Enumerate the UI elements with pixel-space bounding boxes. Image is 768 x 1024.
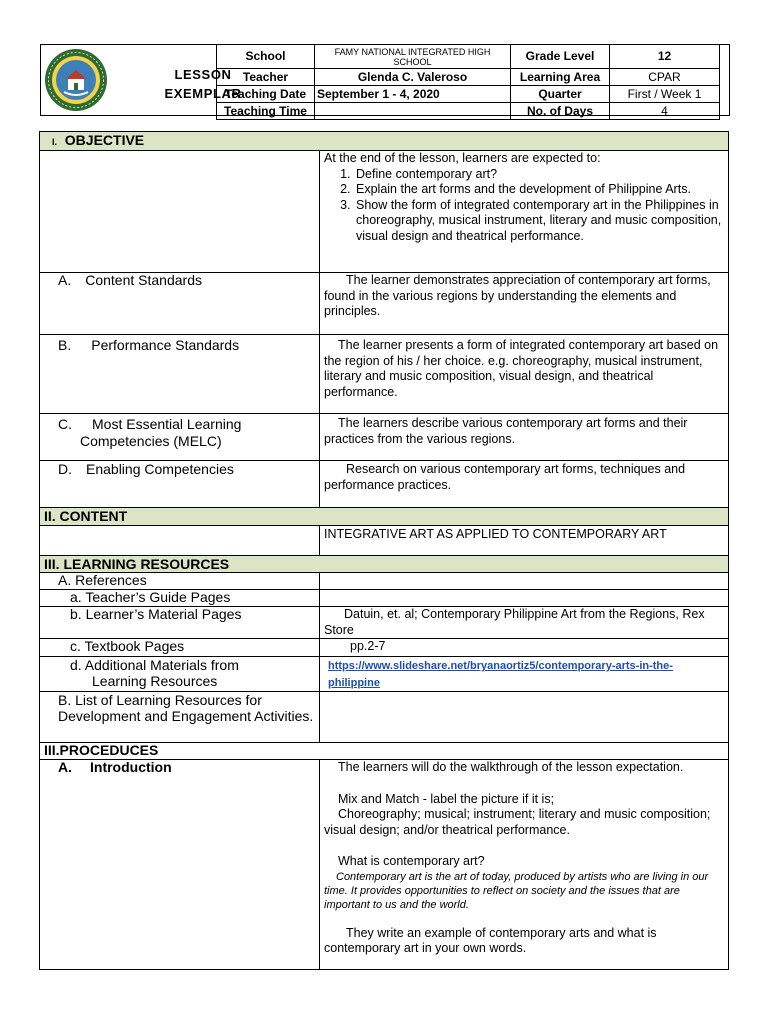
slideshare-link[interactable]: https://www.slideshare.net/bryanaortiz5/contemporary-arts-in-the-philippine [328, 660, 673, 689]
teaching-time-value [315, 103, 511, 120]
header-row-date [217, 86, 720, 103]
what-is-contemporary-art-question: What is contemporary art? [338, 854, 485, 868]
references-value [320, 573, 729, 590]
title-line-1: LESSON [174, 67, 232, 82]
enabling-competencies-label [40, 461, 320, 508]
objective-item: 2. Explain the art forms and the development of Philippine Arts. [354, 182, 724, 198]
grade-level-value: 12 [610, 45, 720, 69]
teaching-time-label: Teaching Time [217, 103, 315, 120]
art-forms-list-text: Choreography; musical; instrument; literary and music composition; visual design; and/or theatrical performance. [324, 807, 711, 837]
additional-materials-label [40, 657, 320, 692]
standard-label: Content Standards [85, 272, 202, 288]
additional-materials-label-line2: Learning Resources [92, 673, 218, 689]
teacher-value: Glenda C. Valeroso [315, 69, 511, 86]
objective-item: 3. Show the form of integrated contemporary art in the Philippines in choreography, musical instrument, literary and music composition, visual design and theatrical performance. [354, 198, 724, 245]
header-row-school [217, 45, 720, 69]
quarter-label: Quarter [511, 86, 610, 103]
standard-label: Performance Standards [91, 337, 240, 353]
teacher-label: Teacher [217, 69, 315, 86]
teaching-date-label: Teaching Date [217, 86, 315, 103]
learning-resources-heading: III. LEARNING RESOURCES [40, 556, 729, 573]
content-label-cell [40, 526, 320, 556]
no-of-days-label: No. of Days [511, 103, 610, 120]
learning-area-label: Learning Area [511, 69, 610, 86]
performance-standards-label [40, 335, 320, 414]
objective-intro: At the end of the lesson, learners are expected to: [324, 151, 601, 165]
melc-label [40, 414, 320, 461]
introduction-text-cell [320, 760, 729, 970]
standard-label: Enabling Competencies [86, 461, 234, 477]
enabling-competencies-text: Research on various contemporary art forms, techniques and performance practices. [320, 461, 729, 508]
teachers-guide-label: a. Teacher’s Guide Pages [40, 590, 320, 607]
content-section-header [40, 508, 729, 526]
standard-label-line2: Competencies (MELC) [80, 433, 222, 449]
teachers-guide-value [320, 590, 729, 607]
school-value: FAMY NATIONAL INTEGRATED HIGH SCHOOL [315, 45, 511, 69]
introduction-row [40, 760, 729, 970]
additional-materials-label-line1: d. Additional Materials from [70, 657, 239, 673]
content-row [40, 526, 729, 556]
content-standards-label [40, 273, 320, 335]
additional-materials-value [320, 657, 729, 692]
quarter-value: First / Week 1 [610, 86, 720, 103]
learners-material-label: b. Learner’s Material Pages [40, 607, 320, 639]
list-of-resources-value [320, 692, 729, 743]
learners-material-row [40, 607, 729, 639]
standard-letter: A. [58, 272, 72, 288]
references-row [40, 573, 729, 590]
procedures-heading: III.PROCEDUCES [40, 743, 729, 760]
teachers-guide-row [40, 590, 729, 607]
standard-letter: C. [58, 416, 72, 432]
objective-list-row [40, 151, 729, 273]
procedures-section-header [40, 743, 729, 760]
teaching-date-value: September 1 - 4, 2020 [315, 86, 511, 103]
textbook-pages-label: c. Textbook Pages [40, 639, 320, 657]
introduction-label [40, 760, 320, 970]
objective-number: I. [52, 137, 58, 147]
contemporary-art-definition: Contemporary art is the art of today, produced by artists who are living in our time. It provides opportunities to reflect on society and the issues that are important to us and the world. [324, 870, 709, 911]
objective-section-header [40, 132, 729, 151]
standard-letter: D. [58, 461, 72, 477]
introduction-title: Introduction [90, 759, 172, 775]
school-label: School [217, 45, 315, 69]
standard-label: Most Essential Learning [92, 416, 242, 432]
additional-materials-row [40, 657, 729, 692]
content-heading: II. CONTENT [40, 508, 729, 526]
header-row-time [217, 103, 720, 120]
header-info-table [216, 44, 720, 120]
title-line-2: EXEMPLAR [164, 86, 242, 101]
introduction-letter: A. [58, 759, 72, 775]
grade-level-label: Grade Level [511, 45, 610, 69]
performance-standards-row [40, 335, 729, 414]
intro-walkthrough-text: The learners will do the walkthrough of the lesson expectation. [338, 760, 684, 774]
learners-material-value: Datuin, et. al; Contemporary Philippine Art from the Regions, Rex Store [320, 607, 729, 639]
no-of-days-value: 4 [610, 103, 720, 120]
content-text: INTEGRATIVE ART AS APPLIED TO CONTEMPORARY ART [320, 526, 729, 556]
standard-letter: B. [58, 337, 72, 353]
list-of-resources-label: B. List of Learning Resources for Development and Engagement Activities. [40, 692, 320, 743]
enabling-competencies-row [40, 461, 729, 508]
mix-and-match-text: Mix and Match - label the picture if it is; [338, 791, 555, 806]
write-example-task: They write an example of contemporary arts and what is contemporary art in your own words. [324, 925, 657, 955]
objective-list [324, 167, 724, 245]
objective-label-cell [40, 151, 320, 273]
school-seal-logo [44, 48, 108, 112]
content-standards-text: The learner demonstrates appreciation of contemporary art forms, found in the various regions by understanding the elements and principles. [320, 273, 729, 335]
learning-area-value: CPAR [610, 69, 720, 86]
objective-item: 1. Define contemporary art? [354, 167, 724, 183]
objective-heading: OBJECTIVE [64, 132, 145, 148]
learning-resources-section-header [40, 556, 729, 573]
melc-text: The learners describe various contemporary art forms and their practices from the various regions. [320, 414, 729, 461]
textbook-pages-row [40, 639, 729, 657]
lesson-header [40, 44, 730, 116]
list-of-resources-row [40, 692, 729, 743]
content-standards-row [40, 273, 729, 335]
objective-list-cell [320, 151, 729, 273]
melc-row [40, 414, 729, 461]
references-label: A. References [40, 573, 320, 590]
lesson-plan-table [39, 131, 729, 970]
textbook-pages-value: pp.2-7 [320, 639, 729, 657]
header-row-teacher [217, 69, 720, 86]
performance-standards-text: The learner presents a form of integrated contemporary art based on the region of his / her choice. e.g. choreography, musical instrument, literary and music composition, visual design, and theatrical performance. [320, 335, 729, 414]
